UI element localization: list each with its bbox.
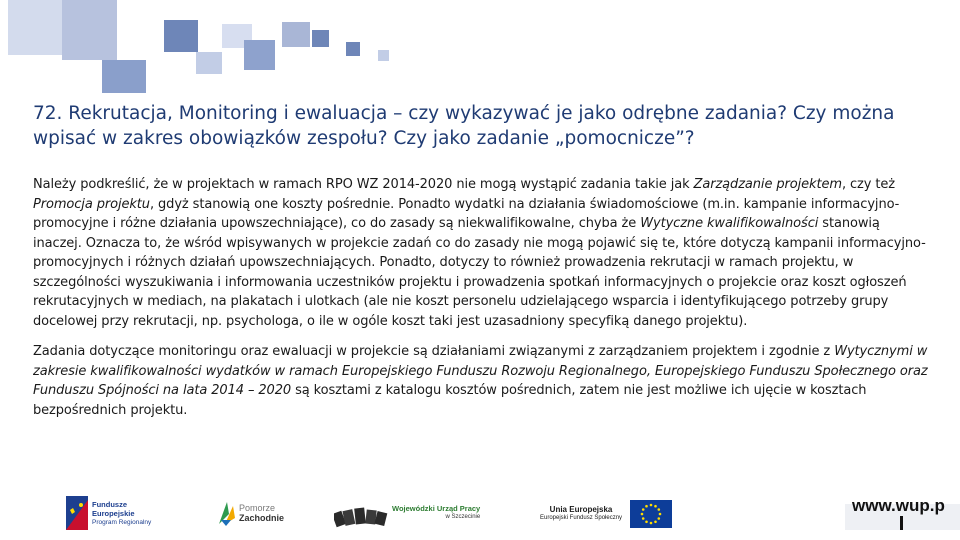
logo-text: Zachodnie [239,513,285,523]
logo-text: Europejskie [92,508,135,518]
logo-text: w Szczecinie [445,514,481,520]
logo-text: Europejski Fundusz Społeczny [540,515,623,521]
slide-body [33,175,928,431]
pz-logo-icon [217,500,237,526]
url-tail-glyph [900,516,903,530]
paragraph-text: Zadania dotyczące monitoringu oraz ewaluacji w projekcie są działaniami związanymi z zarządzaniem projektem i zgodnie z [33,344,835,359]
square [378,50,389,61]
logo-text: Unia Europejska [549,505,613,514]
footer-logos [0,490,960,540]
fe-logo-icon [66,496,88,530]
paragraph-recruitment [33,175,928,331]
paragraph-text: stanowią inaczej. Oznacza to, że wśród wpisywanych w projekcie zadań co do zasady nie mogą pojawić się te, które dotyczą kampanii informacyjno-promocyjnych i różnych działań upowszechniających. Ponadto, dotyczy to również prowadzenia rekrutacji w ramach projektu, w szczególności wyszukiwania i informowania uczestników projektu i prowadzenia spotkań informacyjnych o projekcie oraz koszt ogłoszeń rekrutacyjnych w mediach, na plakatach i ulotkach (ale nie koszt personelu udzielającego wsparcia i identyfikującego potrzeby grupy docelowej przy rekrutacji, np. psychologa, o ile w ogóle koszt taki jest uzasadniony specyfiką danego projektu). [33,216,926,329]
square [244,40,275,70]
logo-text: Pomorze [239,503,276,513]
square [102,60,146,93]
square [62,0,117,60]
eu-flag-icon [630,500,672,528]
paragraph-text: Należy podkreślić, że w projektach w ramach RPO WZ 2014-2020 nie mogą wystąpić zadania takie jak [33,177,694,192]
website-url: www.wup.p [852,496,945,515]
logo-text: Wojewódzki Urząd Pracy [392,504,481,513]
paragraph-text: są kosztami z katalogu kosztów pośrednich, zatem nie jest możliwe ich ujęcie w kosztach bezpośrednich projektu. [33,383,867,418]
italic-term: Wytycznymi w zakresie kwalifikowalności wydatków w ramach Europejskiego Funduszu Rozwoju Regionalnego, Europejskiego Funduszu Społecznego oraz Funduszu Spójności na lata 2014 – 2020 [33,344,928,398]
paragraph-monitoring [33,342,928,420]
slide-title: 72. Rekrutacja, Monitoring i ewaluacja – czy wykazywać je jako odrębne zadania? Czy można wpisać w zakres obowiązków zespołu? Czy jako zadanie „pomocnicze”? [33,103,895,149]
square [196,52,222,74]
square [346,42,360,56]
paragraph-text: , gdyż stanowią one koszty pośrednie. Ponadto wydatki na działania świadomościowe (m.in. kampanie informacyjno-promocyjne i różne działania upowszechniające), co do zasady są niekwalifikowalne, chyba że [33,196,900,231]
square [8,0,68,55]
italic-term: Promocja projektu [33,196,150,212]
logo-wup-szczecin [334,498,480,528]
square [312,30,329,47]
italic-term: Wytyczne kwalifikowalności [640,216,819,231]
logo-fundusze-europejskie [66,496,151,530]
logo-text: Program Regionalny [92,518,152,526]
logo-text: Fundusze [92,499,127,509]
logo-unia-europejska [540,500,672,528]
square [282,22,310,47]
wup-logo-icon [334,498,388,528]
paragraph-text: , czy też [841,177,896,192]
square [164,20,198,52]
logo-pomorze-zachodnie [217,500,284,526]
italic-term: Zarządzanie projektem [693,177,842,192]
